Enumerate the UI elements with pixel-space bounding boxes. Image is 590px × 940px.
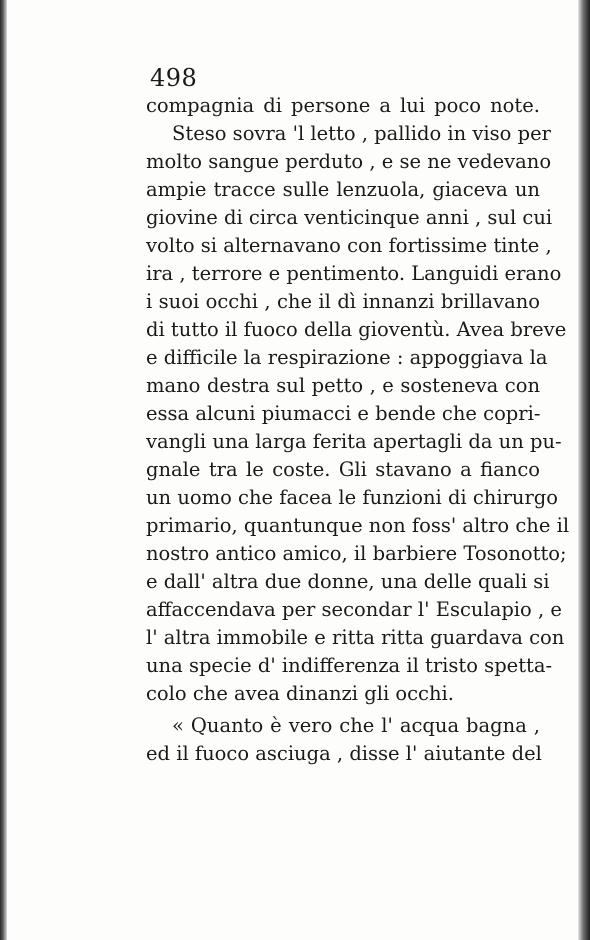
text-line: un uomo che facea le funzioni di chirurgo	[146, 486, 559, 509]
text-line: l' altra immobile e ritta ritta guardava con	[146, 626, 565, 649]
text-line: affaccendava per secondar l' Esculapio , e	[146, 598, 562, 621]
text-line: una specie d' indifferenza il tristo spetta-	[146, 654, 553, 677]
text-line: compagnia di persone a lui poco note.	[146, 94, 540, 117]
text-line: ed il fuoco asciuga , disse l' aiutante del	[146, 742, 542, 765]
text-line: ira , terrore e pentimento. Languidi erano	[146, 262, 562, 285]
text-line: molto sangue perduto , e se ne vedevano	[146, 150, 552, 173]
text-line: volto si alternavano con fortissime tinte ,	[146, 234, 552, 257]
body-text	[146, 92, 570, 768]
text-line: ampie tracce sulle lenzuola, giaceva un	[146, 178, 540, 201]
text-line: e dall' altra due donne, una delle quali si	[146, 570, 550, 593]
text-line: vangli una larga ferita apertagli da un pu-	[146, 430, 562, 453]
text-line: primario, quantunque non foss' altro che il	[146, 514, 570, 537]
page-left-edge-shadow	[0, 0, 7, 940]
text-line: colo che avea dinanzi gli occhi.	[146, 682, 454, 705]
text-line: nostro antico amico, il barbiere Tosonotto;	[146, 542, 567, 565]
text-line: essa alcuni piumacci e bende che copri-	[146, 402, 541, 425]
text-line: e difficile la respirazione : appoggiava la	[146, 346, 548, 369]
text-line: di tutto il fuoco della gioventù. Avea breve	[146, 318, 567, 341]
text-line: « Quanto è vero che l' acqua bagna ,	[172, 714, 540, 737]
text-line: gnale tra le coste. Gli stavano a fianco	[146, 458, 540, 481]
text-line: mano destra sul petto , e sosteneva con	[146, 374, 540, 397]
text-line: giovine di circa venticinque anni , sul cui	[146, 206, 553, 229]
page-number: 498	[150, 64, 198, 92]
page-right-edge-shadow	[578, 0, 590, 940]
text-line: i suoi occhi , che il dì innanzi brillavano	[146, 290, 540, 313]
text-line: Steso sovra 'l letto , pallido in viso per	[172, 122, 551, 145]
